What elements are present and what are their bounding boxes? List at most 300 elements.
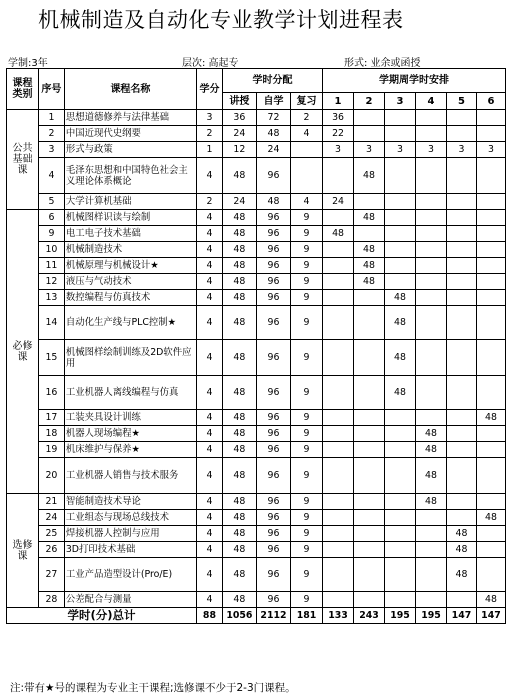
hours-header: 学时分配 [222,69,322,93]
duration-label: 学制:3年 [8,58,48,69]
course-name: 大学计算机基础 [64,194,196,210]
semester-2-hours: 48 [354,274,385,290]
course-name: 机械图样绘制训练及2D软件应用 [64,340,196,376]
course-credits: 4 [197,442,223,458]
course-lecture-hours: 24 [222,126,256,142]
semester-1-hours: 36 [323,110,354,126]
semester-6-hours [476,242,505,258]
semester-2-hours [354,194,385,210]
course-seq: 6 [39,210,65,226]
course-credits: 4 [197,306,223,340]
semester-6-hours [476,306,505,340]
semester-5-hours [446,410,476,426]
semester-4-hours [416,158,447,194]
self-study-header: 自学 [256,93,290,110]
semester-3-header: 3 [385,93,416,110]
semester-2-hours [354,510,385,526]
total-credits: 88 [197,608,223,624]
course-name: 自动化生产线与PLC控制★ [64,306,196,340]
semester-5-hours [446,510,476,526]
course-row [7,494,506,510]
semester-2-hours: 48 [354,210,385,226]
semester-2-hours: 3 [354,142,385,158]
semester-3-hours [385,442,416,458]
semester-1-hours [323,558,354,592]
course-lecture-hours: 48 [222,158,256,194]
semester-5-hours [446,274,476,290]
semester-6-hours [476,194,505,210]
course-self-study-hours: 96 [256,258,290,274]
semester-4-hours [416,410,447,426]
course-self-study-hours: 96 [256,426,290,442]
semester-2-hours [354,340,385,376]
course-row [7,242,506,258]
semester-header: 学期周学时安排 [323,69,506,93]
course-name: 焊接机器人控制与应用 [64,526,196,542]
semester-6-hours: 48 [476,510,505,526]
course-name: 3D打印技术基础 [64,542,196,558]
total-semester-3: 195 [385,608,416,624]
course-lecture-hours: 48 [222,592,256,608]
course-name: 液压与气动技术 [64,274,196,290]
semester-6-hours [476,258,505,274]
semester-2-hours [354,442,385,458]
course-lecture-hours: 48 [222,242,256,258]
course-self-study-hours: 96 [256,306,290,340]
semester-2-hours [354,494,385,510]
semester-4-hours [416,290,447,306]
semester-3-hours [385,458,416,494]
category-header: 课程类别 [7,69,39,110]
semester-1-hours [323,258,354,274]
course-self-study-hours: 96 [256,210,290,226]
level-label: 层次: 高起专 [182,58,239,69]
semester-6-header: 6 [476,93,505,110]
course-review-hours: 4 [291,126,323,142]
course-seq: 11 [39,258,65,274]
course-seq: 2 [39,126,65,142]
course-credits: 3 [197,110,223,126]
semester-6-hours [476,158,505,194]
semester-5-hours [446,458,476,494]
semester-5-hours [446,494,476,510]
teaching-plan-table [6,68,506,624]
course-review-hours: 9 [291,542,323,558]
category-label: 选修课 [7,494,39,608]
course-name: 形式与政策 [64,142,196,158]
course-row [7,210,506,226]
semester-6-hours: 3 [476,142,505,158]
semester-1-hours [323,458,354,494]
course-name: 机器人现场编程★ [64,426,196,442]
course-name: 智能制造技术导论 [64,494,196,510]
course-seq: 3 [39,142,65,158]
course-name: 工业产品造型设计(Pro/E) [64,558,196,592]
semester-6-hours [476,274,505,290]
course-credits: 4 [197,426,223,442]
semester-4-hours [416,510,447,526]
total-review: 181 [291,608,323,624]
total-semester-5: 147 [446,608,476,624]
course-review-hours: 9 [291,442,323,458]
course-seq: 17 [39,410,65,426]
course-credits: 4 [197,494,223,510]
semester-4-header: 4 [416,93,447,110]
semester-2-hours [354,290,385,306]
category-label: 公共基础课 [7,110,39,210]
course-row [7,306,506,340]
footnote: 注:带有★号的课程为专业主干课程;选修课不少于2-3门课程。 [10,682,296,694]
course-row [7,126,506,142]
course-credits: 4 [197,510,223,526]
course-seq: 20 [39,458,65,494]
course-row [7,290,506,306]
semester-6-hours [476,110,505,126]
course-credits: 4 [197,258,223,274]
course-review-hours: 9 [291,592,323,608]
course-review-hours: 9 [291,242,323,258]
course-seq: 14 [39,306,65,340]
course-credits: 4 [197,226,223,242]
semester-4-hours [416,376,447,410]
course-row [7,340,506,376]
course-name: 机械原理与机械设计★ [64,258,196,274]
course-name: 中国近现代史纲要 [64,126,196,142]
semester-2-hours [354,526,385,542]
course-credits: 4 [197,542,223,558]
semester-2-hours [354,126,385,142]
course-credits: 4 [197,410,223,426]
semester-3-hours [385,542,416,558]
semester-1-hours: 3 [323,142,354,158]
course-seq: 24 [39,510,65,526]
semester-3-hours [385,110,416,126]
course-credits: 4 [197,526,223,542]
course-seq: 13 [39,290,65,306]
course-self-study-hours: 96 [256,558,290,592]
course-review-hours [291,142,323,158]
semester-3-hours [385,510,416,526]
semester-4-hours [416,526,447,542]
semester-1-hours [323,494,354,510]
review-header: 复习 [291,93,323,110]
course-lecture-hours: 48 [222,542,256,558]
category-label: 必修课 [7,210,39,494]
course-review-hours: 9 [291,226,323,242]
credits-header: 学分 [197,69,223,110]
semester-5-header: 5 [446,93,476,110]
course-row [7,110,506,126]
semester-1-hours [323,376,354,410]
course-self-study-hours: 48 [256,194,290,210]
semester-5-hours [446,242,476,258]
semester-3-hours [385,242,416,258]
course-seq: 5 [39,194,65,210]
semester-1-hours [323,442,354,458]
course-seq: 18 [39,426,65,442]
course-lecture-hours: 12 [222,142,256,158]
course-credits: 4 [197,274,223,290]
semester-2-hours [354,226,385,242]
semester-3-hours [385,410,416,426]
semester-1-hours: 48 [323,226,354,242]
course-lecture-hours: 48 [222,510,256,526]
total-semester-1: 133 [323,608,354,624]
semester-5-hours [446,158,476,194]
course-review-hours: 4 [291,194,323,210]
semester-5-hours: 3 [446,142,476,158]
course-self-study-hours: 96 [256,592,290,608]
semester-3-hours [385,526,416,542]
semester-4-hours [416,274,447,290]
course-lecture-hours: 48 [222,340,256,376]
lecture-header: 讲授 [222,93,256,110]
semester-6-hours: 48 [476,592,505,608]
semester-2-hours: 48 [354,158,385,194]
semester-2-hours [354,110,385,126]
semester-4-hours: 48 [416,458,447,494]
course-row [7,194,506,210]
course-row [7,410,506,426]
semester-4-hours [416,306,447,340]
semester-6-hours [476,458,505,494]
course-name: 机械图样识读与绘制 [64,210,196,226]
course-credits: 4 [197,458,223,494]
semester-4-hours [416,592,447,608]
course-self-study-hours: 24 [256,142,290,158]
page-title: 机械制造及自动化专业教学计划进程表 [38,8,404,32]
course-credits: 2 [197,126,223,142]
semester-6-hours [476,126,505,142]
semester-1-hours [323,592,354,608]
course-name: 机械制造技术 [64,242,196,258]
course-name: 机床维护与保养★ [64,442,196,458]
semester-5-hours [446,258,476,274]
semester-5-hours: 48 [446,526,476,542]
course-self-study-hours: 72 [256,110,290,126]
semester-1-hours: 22 [323,126,354,142]
course-row [7,158,506,194]
course-credits: 4 [197,376,223,410]
course-seq: 4 [39,158,65,194]
course-name: 数控编程与仿真技术 [64,290,196,306]
semester-5-hours: 48 [446,542,476,558]
semester-2-hours [354,376,385,410]
semester-4-hours: 3 [416,142,447,158]
semester-3-hours [385,126,416,142]
semester-4-hours [416,542,447,558]
course-self-study-hours: 96 [256,526,290,542]
semester-2-hours [354,558,385,592]
course-review-hours: 9 [291,290,323,306]
course-review-hours: 9 [291,558,323,592]
semester-2-hours [354,410,385,426]
semester-1-hours [323,290,354,306]
semester-5-hours [446,290,476,306]
semester-4-hours [416,242,447,258]
semester-3-hours: 48 [385,376,416,410]
semester-5-hours [446,306,476,340]
semester-4-hours: 48 [416,442,447,458]
course-self-study-hours: 96 [256,458,290,494]
course-row [7,510,506,526]
course-self-study-hours: 96 [256,542,290,558]
course-seq: 25 [39,526,65,542]
course-lecture-hours: 48 [222,226,256,242]
course-name: 毛泽东思想和中国特色社会主义理论体系概论 [64,158,196,194]
course-row [7,226,506,242]
course-review-hours: 9 [291,306,323,340]
semester-3-hours [385,274,416,290]
course-self-study-hours: 96 [256,410,290,426]
semester-1-header: 1 [323,93,354,110]
course-credits: 4 [197,592,223,608]
course-name: 工业组态与现场总线技术 [64,510,196,526]
course-self-study-hours: 96 [256,510,290,526]
course-row [7,376,506,410]
course-lecture-hours: 48 [222,558,256,592]
course-seq: 9 [39,226,65,242]
semester-1-hours [323,242,354,258]
course-self-study-hours: 96 [256,226,290,242]
semester-3-hours [385,194,416,210]
semester-2-hours [354,592,385,608]
semester-1-hours [323,306,354,340]
semester-1-hours: 24 [323,194,354,210]
course-self-study-hours: 96 [256,290,290,306]
course-seq: 27 [39,558,65,592]
totals-row [7,608,506,624]
semester-2-hours: 48 [354,242,385,258]
total-lecture: 1056 [222,608,256,624]
semester-3-hours [385,592,416,608]
semester-3-hours [385,226,416,242]
semester-6-hours [476,558,505,592]
course-lecture-hours: 48 [222,458,256,494]
semester-6-hours [476,226,505,242]
course-credits: 4 [197,158,223,194]
course-review-hours: 9 [291,376,323,410]
course-seq: 21 [39,494,65,510]
course-self-study-hours: 96 [256,340,290,376]
seq-header: 序号 [39,69,65,110]
course-row [7,558,506,592]
course-review-hours: 2 [291,110,323,126]
semester-3-hours [385,558,416,592]
course-review-hours: 9 [291,526,323,542]
course-seq: 26 [39,542,65,558]
course-credits: 4 [197,558,223,592]
semester-2-hours: 48 [354,258,385,274]
semester-3-hours: 3 [385,142,416,158]
total-self-study: 2112 [256,608,290,624]
course-lecture-hours: 48 [222,410,256,426]
course-name-header: 课程名称 [64,69,196,110]
semester-2-hours [354,306,385,340]
semester-5-hours [446,110,476,126]
course-credits: 4 [197,210,223,226]
course-seq: 1 [39,110,65,126]
course-row [7,458,506,494]
course-lecture-hours: 48 [222,210,256,226]
semester-6-hours [476,442,505,458]
course-seq: 28 [39,592,65,608]
semester-4-hours [416,226,447,242]
course-review-hours [291,158,323,194]
course-name: 工业机器人离线编程与仿真 [64,376,196,410]
course-seq: 19 [39,442,65,458]
semester-3-hours [385,494,416,510]
semester-1-hours [323,510,354,526]
semester-5-hours [446,194,476,210]
course-credits: 2 [197,194,223,210]
semester-5-hours [446,126,476,142]
semester-4-hours [416,126,447,142]
semester-5-hours [446,426,476,442]
semester-6-hours [476,494,505,510]
semester-6-hours [476,290,505,306]
semester-5-hours [446,376,476,410]
semester-4-hours [416,210,447,226]
course-row [7,426,506,442]
course-review-hours: 9 [291,494,323,510]
course-review-hours: 9 [291,210,323,226]
semester-1-hours [323,274,354,290]
course-self-study-hours: 96 [256,274,290,290]
course-self-study-hours: 96 [256,376,290,410]
course-lecture-hours: 36 [222,110,256,126]
semester-5-hours [446,226,476,242]
course-lecture-hours: 48 [222,442,256,458]
semester-2-hours [354,426,385,442]
semester-4-hours: 48 [416,426,447,442]
course-credits: 1 [197,142,223,158]
total-semester-4: 195 [416,608,447,624]
course-seq: 15 [39,340,65,376]
semester-3-hours [385,210,416,226]
course-review-hours: 9 [291,410,323,426]
semester-3-hours: 48 [385,306,416,340]
semester-4-hours [416,258,447,274]
semester-6-hours [476,340,505,376]
course-credits: 4 [197,290,223,306]
course-credits: 4 [197,340,223,376]
course-row [7,592,506,608]
semester-6-hours [476,526,505,542]
semester-1-hours [323,158,354,194]
course-review-hours: 9 [291,274,323,290]
semester-1-hours [323,210,354,226]
course-seq: 16 [39,376,65,410]
course-row [7,142,506,158]
semester-5-hours [446,340,476,376]
semester-6-hours [476,210,505,226]
course-lecture-hours: 24 [222,194,256,210]
semester-1-hours [323,410,354,426]
course-lecture-hours: 48 [222,494,256,510]
course-row [7,442,506,458]
semester-3-hours [385,426,416,442]
semester-4-hours [416,558,447,592]
course-row [7,274,506,290]
course-lecture-hours: 48 [222,274,256,290]
course-lecture-hours: 48 [222,290,256,306]
semester-1-hours [323,340,354,376]
course-lecture-hours: 48 [222,306,256,340]
course-name: 思想道德修养与法律基础 [64,110,196,126]
course-name: 工装夹具设计训练 [64,410,196,426]
course-lecture-hours: 48 [222,376,256,410]
